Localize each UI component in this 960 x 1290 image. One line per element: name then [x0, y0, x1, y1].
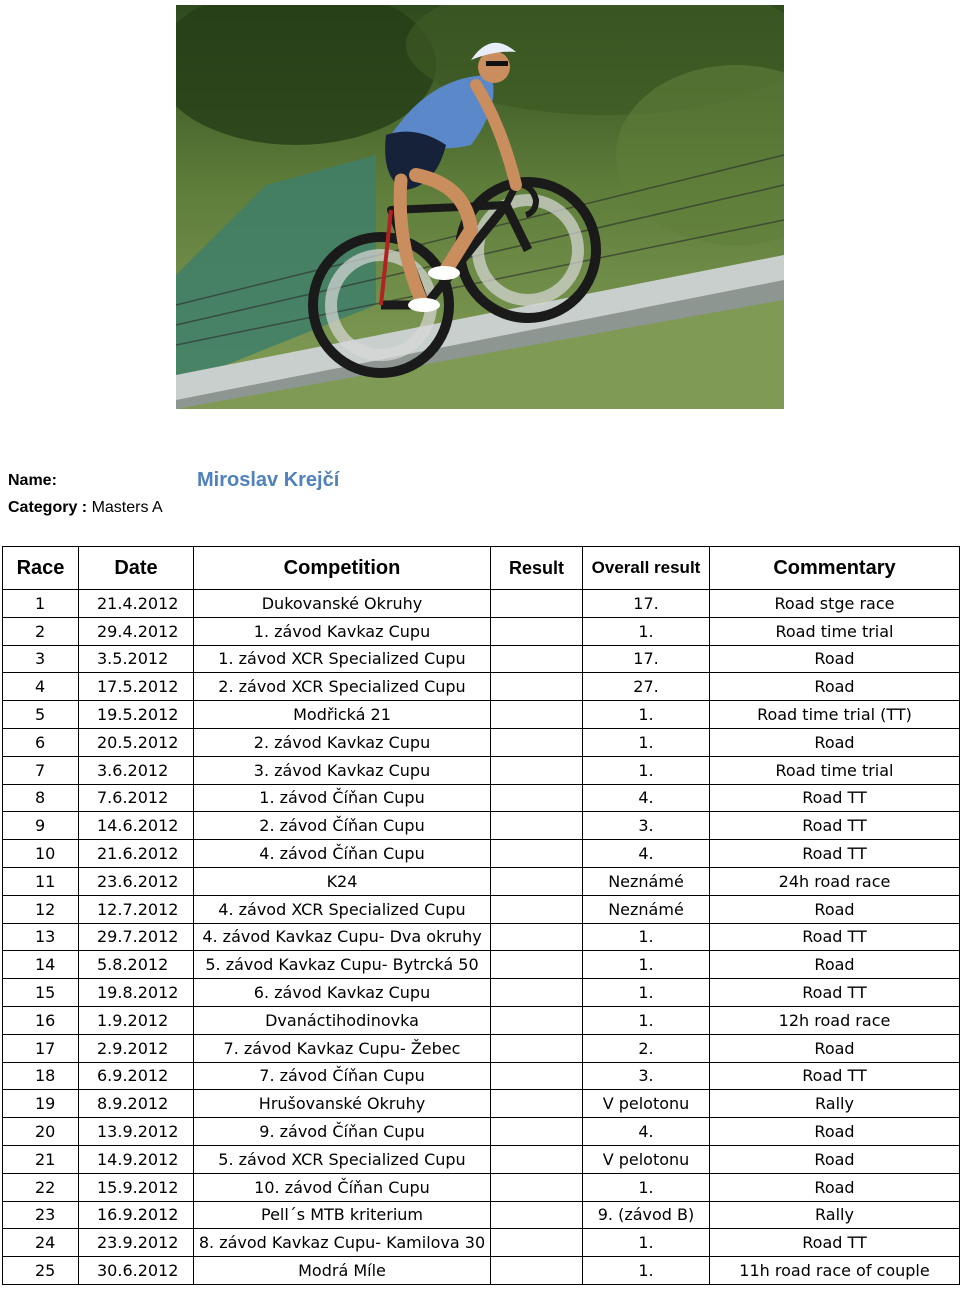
- table-header-row: [3, 547, 960, 590]
- date-cell: 20.5.2012: [79, 728, 194, 756]
- overall-result-cell: 1.: [583, 1229, 710, 1257]
- competition-cell: 10. závod Číňan Cupu: [194, 1173, 491, 1201]
- race-cell: 15: [3, 979, 79, 1007]
- commentary-cell: Road: [710, 895, 960, 923]
- commentary-cell: Road: [710, 1173, 960, 1201]
- competition-cell: 5. závod Kavkaz Cupu- Bytrcká 50: [194, 951, 491, 979]
- competition-cell: Hrušovanské Okruhy: [194, 1090, 491, 1118]
- commentary-cell: 24h road race: [710, 867, 960, 895]
- date-cell: 5.8.2012: [79, 951, 194, 979]
- date-cell: 14.6.2012: [79, 812, 194, 840]
- commentary-cell: Road: [710, 1118, 960, 1146]
- race-cell: 3: [3, 645, 79, 673]
- race-cell: 8: [3, 784, 79, 812]
- result-cell: [491, 645, 583, 673]
- result-cell: [491, 617, 583, 645]
- table-row: [3, 1201, 960, 1229]
- table-row: [3, 728, 960, 756]
- competition-cell: 4. závod XCR Specialized Cupu: [194, 895, 491, 923]
- result-cell: [491, 728, 583, 756]
- commentary-cell: Road TT: [710, 840, 960, 868]
- table-row: [3, 590, 960, 618]
- date-cell: 12.7.2012: [79, 895, 194, 923]
- commentary-cell: Road time trial (TT): [710, 701, 960, 729]
- overall-result-cell: 27.: [583, 673, 710, 701]
- table-row: [3, 895, 960, 923]
- race-cell: 2: [3, 617, 79, 645]
- commentary-cell: Road TT: [710, 1229, 960, 1257]
- table-row: [3, 1145, 960, 1173]
- table-row: [3, 756, 960, 784]
- header-commentary: Commentary: [710, 547, 960, 590]
- header-result: Result: [491, 547, 583, 590]
- result-cell: [491, 1257, 583, 1285]
- race-cell: 24: [3, 1229, 79, 1257]
- overall-result-cell: 1.: [583, 701, 710, 729]
- header-race: Race: [3, 547, 79, 590]
- race-cell: 21: [3, 1145, 79, 1173]
- competition-cell: 4. závod Číňan Cupu: [194, 840, 491, 868]
- overall-result-cell: 1.: [583, 617, 710, 645]
- date-cell: 1.9.2012: [79, 1006, 194, 1034]
- result-cell: [491, 979, 583, 1007]
- commentary-cell: 11h road race of couple: [710, 1257, 960, 1285]
- overall-result-cell: 4.: [583, 784, 710, 812]
- race-cell: 22: [3, 1173, 79, 1201]
- table-row: [3, 979, 960, 1007]
- date-cell: 23.9.2012: [79, 1229, 194, 1257]
- competition-cell: 3. závod Kavkaz Cupu: [194, 756, 491, 784]
- date-cell: 23.6.2012: [79, 867, 194, 895]
- cyclist-photo: [176, 5, 784, 409]
- overall-result-cell: 4.: [583, 1118, 710, 1146]
- table-row: [3, 812, 960, 840]
- date-cell: 14.9.2012: [79, 1145, 194, 1173]
- date-cell: 19.8.2012: [79, 979, 194, 1007]
- date-cell: 21.4.2012: [79, 590, 194, 618]
- overall-result-cell: 2.: [583, 1034, 710, 1062]
- commentary-cell: Road TT: [710, 784, 960, 812]
- commentary-cell: Road time trial: [710, 617, 960, 645]
- table-row: [3, 1062, 960, 1090]
- race-cell: 25: [3, 1257, 79, 1285]
- competition-cell: 2. závod Číňan Cupu: [194, 812, 491, 840]
- category-line: [8, 499, 163, 517]
- competition-cell: K24: [194, 867, 491, 895]
- result-cell: [491, 756, 583, 784]
- table-row: [3, 1034, 960, 1062]
- commentary-cell: Road: [710, 673, 960, 701]
- competition-cell: 1. závod Kavkaz Cupu: [194, 617, 491, 645]
- header-overall: Overall result: [583, 547, 710, 590]
- race-cell: 11: [3, 867, 79, 895]
- commentary-cell: Road: [710, 645, 960, 673]
- result-cell: [491, 701, 583, 729]
- result-cell: [491, 1062, 583, 1090]
- race-cell: 13: [3, 923, 79, 951]
- competition-cell: 1. závod Číňan Cupu: [194, 784, 491, 812]
- competition-cell: 8. závod Kavkaz Cupu- Kamilova 30: [194, 1229, 491, 1257]
- commentary-cell: Road TT: [710, 979, 960, 1007]
- overall-result-cell: 1.: [583, 1173, 710, 1201]
- race-cell: 18: [3, 1062, 79, 1090]
- competition-cell: 5. závod XCR Specialized Cupu: [194, 1145, 491, 1173]
- race-cell: 12: [3, 895, 79, 923]
- result-cell: [491, 895, 583, 923]
- table-body: [3, 590, 960, 1285]
- table-row: [3, 1006, 960, 1034]
- commentary-cell: Rally: [710, 1201, 960, 1229]
- result-cell: [491, 1173, 583, 1201]
- commentary-cell: Road TT: [710, 812, 960, 840]
- overall-result-cell: 17.: [583, 645, 710, 673]
- race-cell: 19: [3, 1090, 79, 1118]
- overall-result-cell: 1.: [583, 1006, 710, 1034]
- result-cell: [491, 590, 583, 618]
- race-cell: 17: [3, 1034, 79, 1062]
- result-cell: [491, 840, 583, 868]
- result-cell: [491, 1034, 583, 1062]
- competition-cell: 7. závod Kavkaz Cupu- Žebec: [194, 1034, 491, 1062]
- commentary-cell: 12h road race: [710, 1006, 960, 1034]
- result-cell: [491, 1145, 583, 1173]
- overall-result-cell: 1.: [583, 923, 710, 951]
- table-row: [3, 617, 960, 645]
- header-date: Date: [79, 547, 194, 590]
- commentary-cell: Road TT: [710, 1062, 960, 1090]
- date-cell: 29.7.2012: [79, 923, 194, 951]
- date-cell: 3.6.2012: [79, 756, 194, 784]
- overall-result-cell: 1.: [583, 756, 710, 784]
- competition-cell: 2. závod XCR Specialized Cupu: [194, 673, 491, 701]
- date-cell: 19.5.2012: [79, 701, 194, 729]
- race-cell: 9: [3, 812, 79, 840]
- competition-cell: 6. závod Kavkaz Cupu: [194, 979, 491, 1007]
- commentary-cell: Road time trial: [710, 756, 960, 784]
- result-cell: [491, 1090, 583, 1118]
- table-row: [3, 701, 960, 729]
- commentary-cell: Road: [710, 1034, 960, 1062]
- date-cell: 13.9.2012: [79, 1118, 194, 1146]
- race-cell: 5: [3, 701, 79, 729]
- result-cell: [491, 867, 583, 895]
- date-cell: 16.9.2012: [79, 1201, 194, 1229]
- overall-result-cell: 17.: [583, 590, 710, 618]
- table-row: [3, 673, 960, 701]
- race-cell: 16: [3, 1006, 79, 1034]
- overall-result-cell: Neznámé: [583, 895, 710, 923]
- table-row: [3, 1173, 960, 1201]
- table-row: [3, 1090, 960, 1118]
- overall-result-cell: 3.: [583, 1062, 710, 1090]
- competition-cell: Dukovanské Okruhy: [194, 590, 491, 618]
- category-value: Masters A: [91, 499, 163, 516]
- name-label: Name:: [8, 472, 57, 489]
- race-cell: 23: [3, 1201, 79, 1229]
- table-row: [3, 1229, 960, 1257]
- table-row: [3, 867, 960, 895]
- result-cell: [491, 923, 583, 951]
- date-cell: 29.4.2012: [79, 617, 194, 645]
- race-cell: 7: [3, 756, 79, 784]
- overall-result-cell: 1.: [583, 951, 710, 979]
- overall-result-cell: 4.: [583, 840, 710, 868]
- date-cell: 30.6.2012: [79, 1257, 194, 1285]
- result-cell: [491, 1006, 583, 1034]
- overall-result-cell: V pelotonu: [583, 1090, 710, 1118]
- overall-result-cell: 1.: [583, 728, 710, 756]
- result-cell: [491, 812, 583, 840]
- table-row: [3, 645, 960, 673]
- competition-cell: 4. závod Kavkaz Cupu- Dva okruhy: [194, 923, 491, 951]
- overall-result-cell: 3.: [583, 812, 710, 840]
- result-cell: [491, 1201, 583, 1229]
- date-cell: 7.6.2012: [79, 784, 194, 812]
- date-cell: 21.6.2012: [79, 840, 194, 868]
- overall-result-cell: 9. (závod B): [583, 1201, 710, 1229]
- table-row: [3, 784, 960, 812]
- date-cell: 8.9.2012: [79, 1090, 194, 1118]
- date-cell: 2.9.2012: [79, 1034, 194, 1062]
- race-cell: 10: [3, 840, 79, 868]
- overall-result-cell: V pelotonu: [583, 1145, 710, 1173]
- date-cell: 6.9.2012: [79, 1062, 194, 1090]
- result-cell: [491, 673, 583, 701]
- competition-cell: Pell´s MTB kriterium: [194, 1201, 491, 1229]
- commentary-cell: Road: [710, 1145, 960, 1173]
- race-cell: 4: [3, 673, 79, 701]
- date-cell: 17.5.2012: [79, 673, 194, 701]
- result-cell: [491, 784, 583, 812]
- competition-cell: 9. závod Číňan Cupu: [194, 1118, 491, 1146]
- table-row: [3, 1257, 960, 1285]
- commentary-cell: Rally: [710, 1090, 960, 1118]
- race-cell: 1: [3, 590, 79, 618]
- rider-name: Miroslav Krejčí: [197, 469, 340, 491]
- table-row: [3, 1118, 960, 1146]
- result-cell: [491, 951, 583, 979]
- competition-cell: 7. závod Číňan Cupu: [194, 1062, 491, 1090]
- race-cell: 6: [3, 728, 79, 756]
- competition-cell: Modrá Míle: [194, 1257, 491, 1285]
- date-cell: 15.9.2012: [79, 1173, 194, 1201]
- result-cell: [491, 1229, 583, 1257]
- competition-cell: 2. závod Kavkaz Cupu: [194, 728, 491, 756]
- table-row: [3, 923, 960, 951]
- commentary-cell: Road: [710, 951, 960, 979]
- race-cell: 20: [3, 1118, 79, 1146]
- results-table: [2, 546, 960, 1285]
- result-cell: [491, 1118, 583, 1146]
- commentary-cell: Road: [710, 728, 960, 756]
- competition-cell: Dvanáctihodinovka: [194, 1006, 491, 1034]
- header-competition: Competition: [194, 547, 491, 590]
- overall-result-cell: 1.: [583, 1257, 710, 1285]
- commentary-cell: Road TT: [710, 923, 960, 951]
- table-row: [3, 840, 960, 868]
- date-cell: 3.5.2012: [79, 645, 194, 673]
- commentary-cell: Road stge race: [710, 590, 960, 618]
- overall-result-cell: 1.: [583, 979, 710, 1007]
- competition-cell: Modřická 21: [194, 701, 491, 729]
- category-label: Category :: [8, 499, 88, 516]
- overall-result-cell: Neznámé: [583, 867, 710, 895]
- table-row: [3, 951, 960, 979]
- competition-cell: 1. závod XCR Specialized Cupu: [194, 645, 491, 673]
- race-cell: 14: [3, 951, 79, 979]
